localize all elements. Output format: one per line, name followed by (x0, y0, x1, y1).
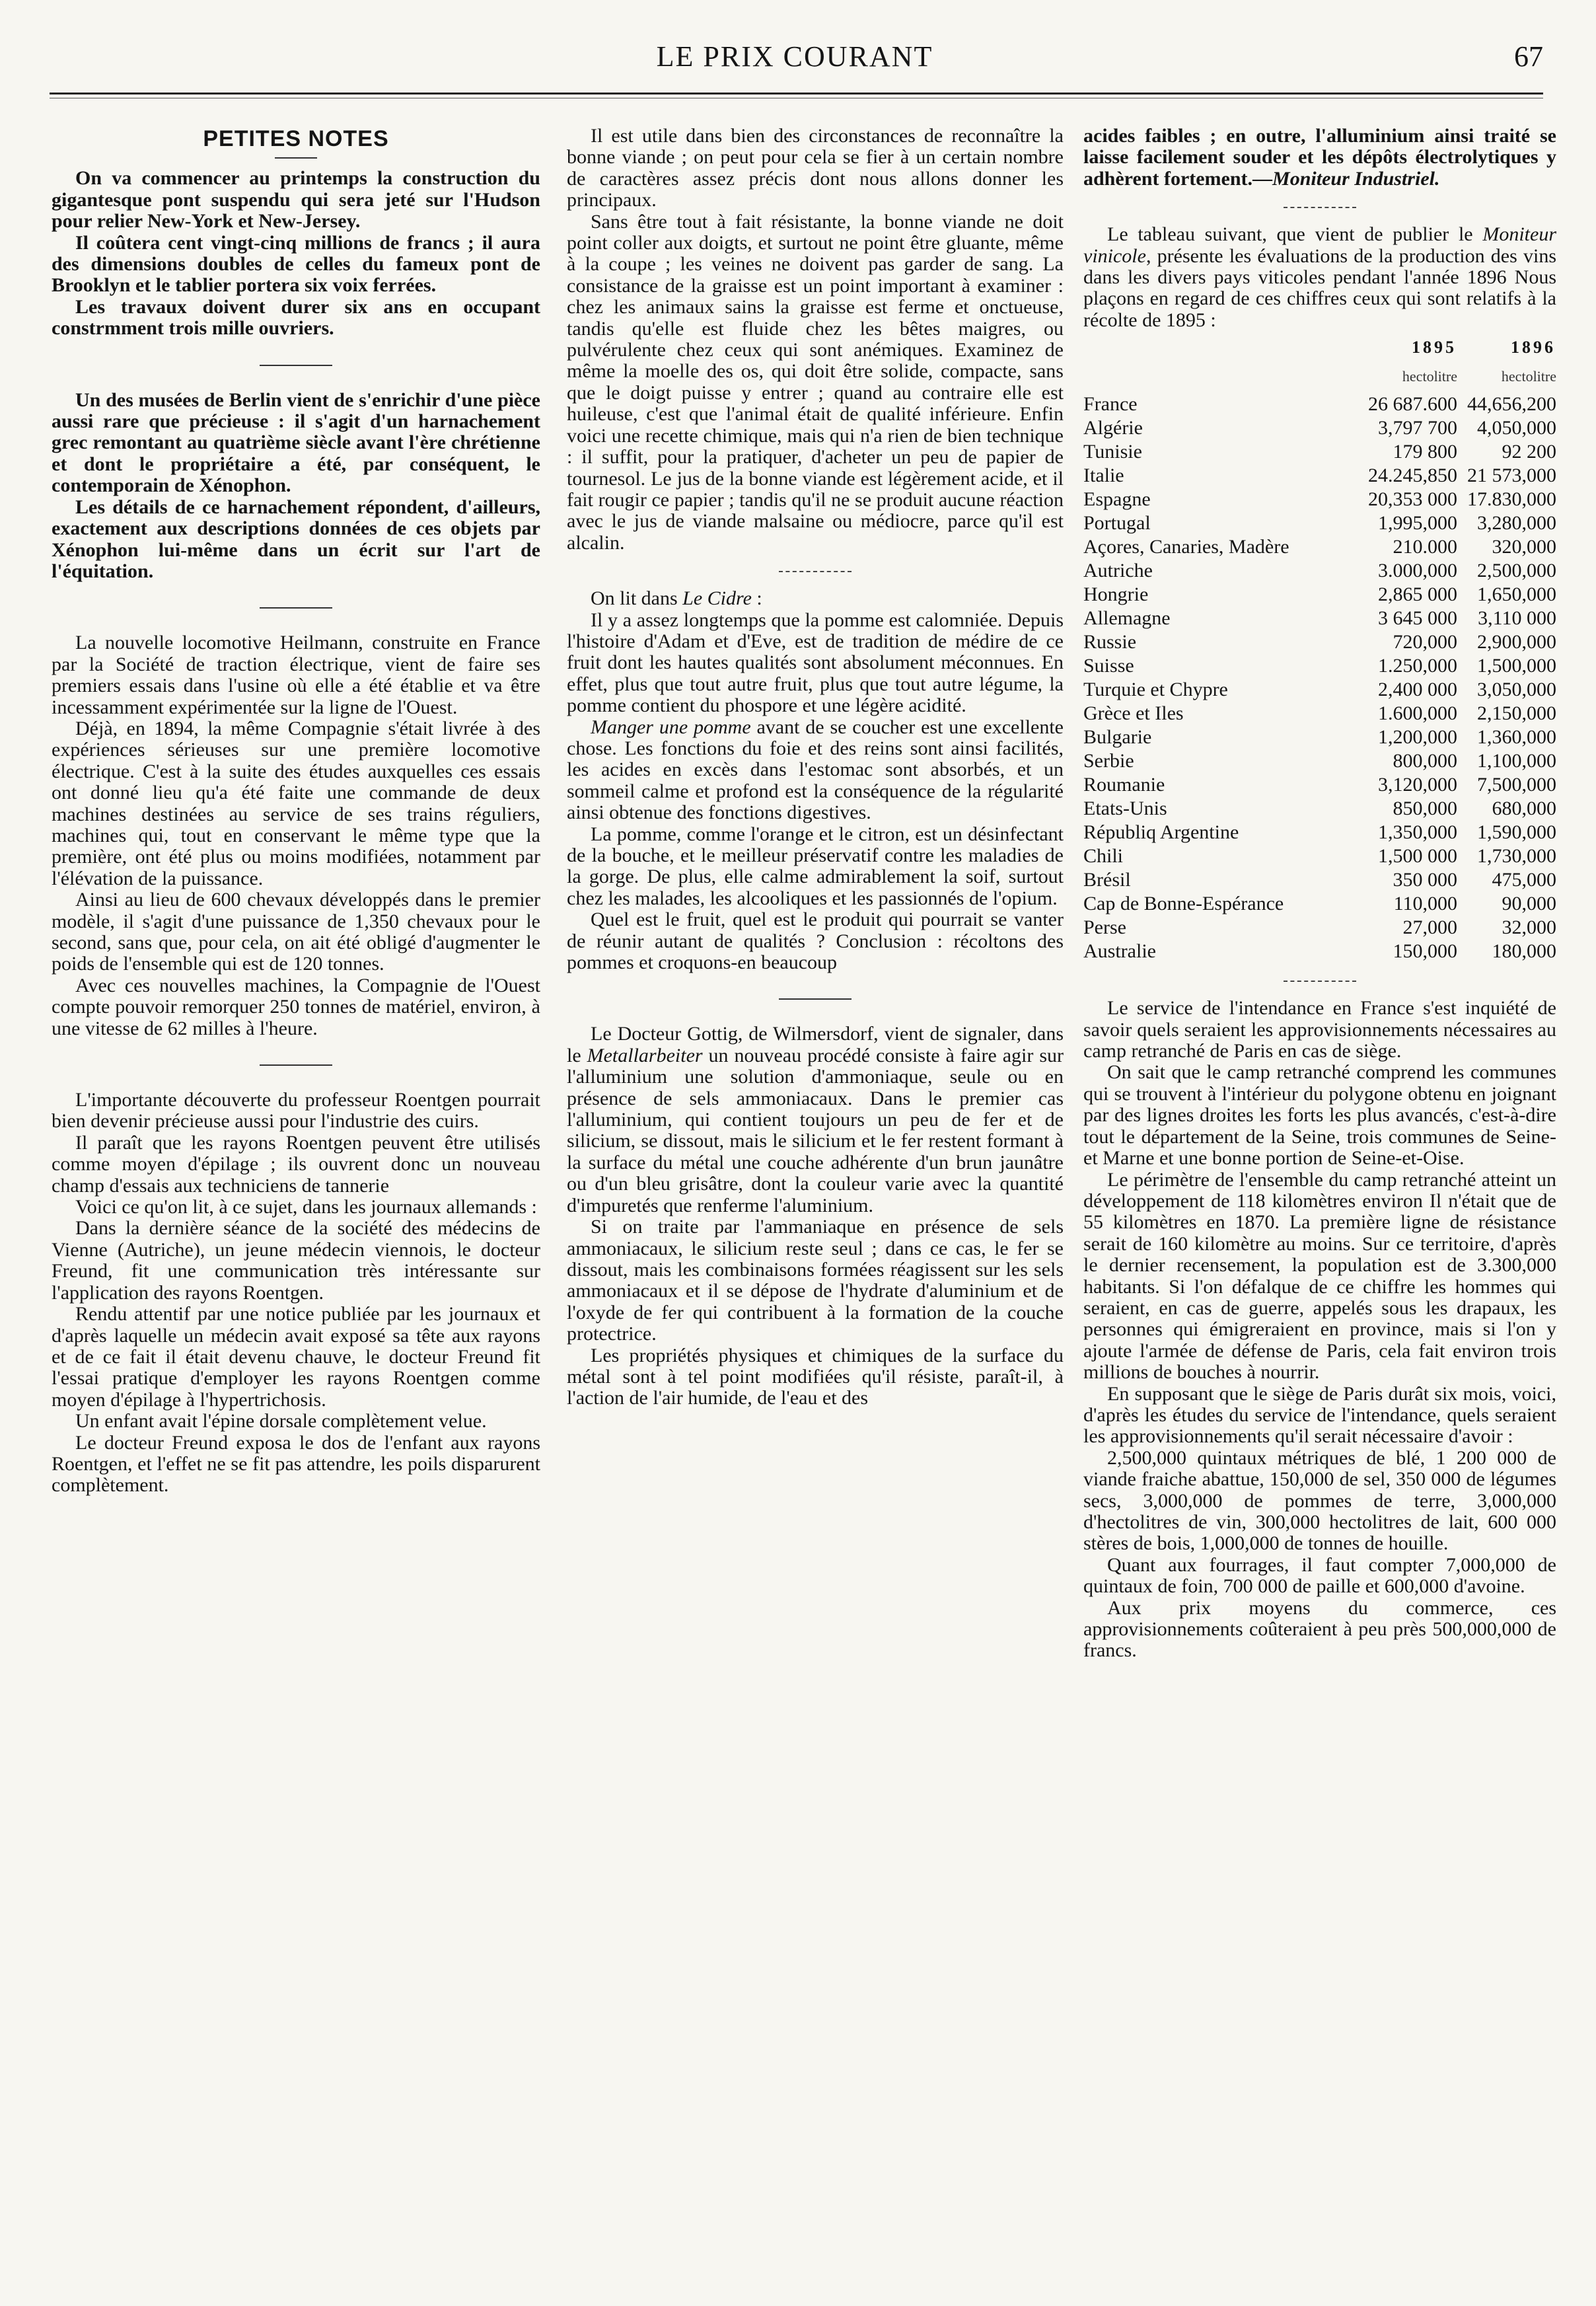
source-title: Le Cidre (682, 587, 752, 610)
value-1896-cell: 3,110 000 (1478, 607, 1556, 630)
value-1896-cell: 90,000 (1502, 893, 1556, 915)
article-paragraph (567, 1023, 1064, 1216)
value-1896-cell: 2,150,000 (1477, 702, 1556, 725)
source-title: Metallarbeiter (587, 1044, 703, 1066)
article-paragraph: Le service de l'intendance en France s'est inquiété de savoir quels seraient les approvisionnements nécessaires au camp retranché de Paris en cas de siège. (1083, 997, 1556, 1062)
value-1895-cell: 3,120,000 (1378, 774, 1457, 796)
table-row (1083, 654, 1556, 678)
article-paragraph: Si on traite par l'ammaniaque en présence de sels ammoniacaux, le silicium reste seul ; dans ce cas, le fer se dissout, mais les combinaisons formées réagissent sur les sels ammoniacaux et il se dépose de l'hydrate d'aluminium et de l'oxyde de fer qui contribuent à la formation de la couche protectrice. (567, 1216, 1064, 1345)
country-cell: Cap de Bonne-Espérance (1083, 893, 1284, 915)
intro-colon: : (751, 587, 762, 610)
year-column-header: 1895 (1412, 338, 1457, 357)
article-paragraph (1083, 224, 1556, 331)
country-cell: Etats-Unis (1083, 798, 1167, 820)
value-1896-cell: 3,050,000 (1477, 679, 1556, 701)
article-paragraph: Quant aux fourrages, il faut compter 7,000,000 de quintaux de foin, 700 000 de paille et 600,000 d'avoine. (1083, 1553, 1556, 1598)
article-paragraph: En supposant que le siège de Paris durât six mois, voici, d'après les études du service de l'intendance, quels seraient les approvisionnements qu'il serait nécessaire d'avoir : (1083, 1382, 1556, 1448)
value-1896-cell: 7,500,000 (1477, 774, 1556, 796)
country-cell: Brésil (1083, 869, 1131, 891)
country-cell: Autriche (1083, 560, 1153, 582)
value-1895-cell: 3 645 000 (1378, 607, 1457, 630)
value-1895-cell: 210.000 (1393, 536, 1457, 558)
value-1895-cell: 24.245,850 (1368, 465, 1457, 487)
article-paragraph (567, 717, 1064, 824)
source-title: Moniteur vinicole (1083, 223, 1556, 267)
unit-label: hectolitre (1501, 368, 1556, 385)
table-row (1083, 583, 1556, 607)
country-cell: Chili (1083, 845, 1124, 868)
article-separator (779, 571, 852, 572)
table-row (1083, 725, 1556, 749)
article-paragraph: Les travaux doivent durer six ans en occupant constrmment trois mille ouvriers. (52, 295, 540, 340)
article-paragraph: Voici ce qu'on lit, à ce sujet, dans les journaux allemands : (75, 1196, 537, 1218)
article-paragraph: La pomme, comme l'orange et le citron, est un désinfectant de la bouche, et le meilleur préservatif contre les maladies de la gorge. De plus, elle calme admirablement la soif, surtout chez les malades, les alcooliques et les passionnés de l'opium. (567, 823, 1064, 909)
value-1896-cell: 680,000 (1492, 798, 1556, 820)
article-paragraph: La nouvelle locomotive Heilmann, construite en France par la Société de traction électrique, vient de faire ses premiers essais dans l'usine où elle a été établie et va être incessamment expérimentée sur la ligne de l'Ouest. (52, 632, 540, 718)
country-cell: Perse (1083, 916, 1126, 939)
value-1895-cell: 3,797 700 (1378, 417, 1457, 439)
value-1895-cell: 3.000,000 (1378, 560, 1457, 582)
article-paragraph: Le docteur Freund exposa le dos de l'enfant aux rayons Roentgen, et l'effet ne se fit pas attendre, les poils disparurent complètement. (52, 1431, 540, 1497)
article-paragraph: Il coûtera cent vingt-cinq millions de francs ; il aura des dimensions doubles de celles du fameux pont de Brooklyn et le tablier portera six voix ferrées. (52, 231, 540, 297)
value-1895-cell: 1,350,000 (1378, 821, 1457, 844)
table-row (1083, 868, 1556, 892)
country-cell: Açores, Canaries, Madère (1083, 536, 1289, 558)
header-rule (50, 93, 1543, 98)
country-cell: Algérie (1083, 417, 1143, 439)
article-paragraph: 2,500,000 quintaux métriques de blé, 1 200 000 de viande fraiche abattue, 150,000 de sel, 350 000 de légumes secs, 3,000,000 de pommes de terre, 3,000,000 d'hectolitres de vin, 300,000 hectolitres de lait, 600 000 stères de bois, 1,000,000 de tonnes de houille. (1083, 1446, 1556, 1555)
column-right (1083, 126, 1556, 1662)
table-row (1083, 535, 1556, 559)
value-1895-cell: 1,995,000 (1378, 512, 1457, 535)
value-1896-cell: 1,500,000 (1477, 655, 1556, 677)
table-row (1083, 749, 1556, 773)
table-row (1083, 821, 1556, 844)
value-1895-cell: 2,865 000 (1378, 583, 1457, 606)
running-head (46, 40, 1543, 86)
table-row (1083, 773, 1556, 797)
country-cell: Portugal (1083, 512, 1151, 535)
publication-title: LE PRIX COURANT (656, 40, 933, 73)
value-1896-cell: 1,650,000 (1477, 583, 1556, 606)
table-row (1083, 678, 1556, 702)
country-cell: Italie (1083, 465, 1124, 487)
table-body (1083, 392, 1556, 963)
value-1896-cell: 21 573,000 (1467, 465, 1556, 487)
column-left (52, 126, 540, 1497)
country-cell: Espagne (1083, 488, 1151, 511)
article-paragraph: Dans la dernière séance de la société des médecins de Vienne (Autriche), un jeune médecin viennois, le docteur Freund, fit une communication très intéressante sur l'application des rayons Roentgen. (52, 1217, 540, 1304)
unit-spacer (1083, 365, 1358, 392)
article-separator (779, 998, 852, 1000)
article-paragraph: Sans être tout à fait résistante, la bonne viande ne doit point coller aux doigts, et surtout ne point être gluante, même à la coupe ; les veines ne doivent pas garder de sang. La consistance de la graisse est un point important à examiner : chez les animaux sains la graisse est ferme et onctueuse, tandis qu'elle est fluide chez les bêtes maigres, ou pulvérulente chez ceux qui sont anémiques. Examinez de même la moelle des os, qui doit être solide, compacte, sans que le doigt puisse y entrer ; quand au contraire elle est huileuse, c'est que l'animal était de qualité inférieure. Enfin voici une recette chimique, mais qui n'a rien de bien technique : il suffit, pour la pratiquer, d'acheter un peu de papier de tournesol. Le jus de la bonne viande est légèrement acide, et il fait rougir ce papier ; tandis qu'il ne se produit aucune réaction avec le jus de viande malsaine ou médiocre, parce qu'il est alcalin. (567, 210, 1064, 554)
emphasis-text: Manger une pomme (591, 716, 751, 738)
article-paragraph: Déjà, en 1894, la même Compagnie s'était livrée à des expériences sérieuses sur une première locomotive électrique. C'est à la suite des études auxquelles ces essais ont donné lieu qu'a été faite une commande de deux machines destinées au service de ses trains réguliers, machines qui, tout en conservant le même type que la première, ont été plus ou moins modifiées, notamment par l'élévation de la puissance. (52, 717, 540, 889)
value-1896-cell: 1,100,000 (1477, 750, 1556, 772)
country-column-header (1083, 335, 1358, 365)
article-paragraph: Ainsi au lieu de 600 chevaux développés dans le premier modèle, il s'agit d'une puissance de 1,350 chevaux pour le second, sans que, pour cela, on ait été obligé d'augmenter le poids de l'ensemble qui est de 120 tonnes. (52, 889, 540, 975)
value-1896-cell: 320,000 (1492, 536, 1556, 558)
value-1896-cell: 1,360,000 (1477, 726, 1556, 749)
wine-production-table (1083, 335, 1556, 963)
country-cell: Suisse (1083, 655, 1134, 677)
country-cell: Serbie (1083, 750, 1134, 772)
article-paragraph: On sait que le camp retranché comprend les communes qui se trouvent à l'intérieur du polygone obtenu en joignant par des lignes droites les forts les plus avancés, c'est-à-dire tout le département de la Seine, trois communes de Seine-et Marne et une bonne portion de Seine-et-Oise. (1083, 1061, 1556, 1170)
article-paragraph: Aux prix moyens du commerce, ces approvisionnements coûteraient à peu près 500,000,000 de francs. (1083, 1596, 1556, 1662)
value-1895-cell: 2,400 000 (1378, 679, 1457, 701)
table-row (1083, 464, 1556, 488)
paragraph-text: Le Docteur Gottig, de Wilmersdorf, vient de signaler, dans le (567, 1023, 1064, 1066)
value-1895-cell: 720,000 (1393, 631, 1457, 653)
article-paragraph: Les détails de ce harnachement répondent, d'ailleurs, exactement aux descriptions données de ces objets par Xénophon lui-même dans un écrit sur l'art de l'équitation. (52, 496, 540, 582)
country-cell: Turquie et Chypre (1083, 679, 1228, 701)
value-1896-cell: 44,656,200 (1467, 393, 1556, 416)
article-paragraph: Un des musées de Berlin vient de s'enrichir d'une pièce aussi rare que précieuse : il s'agit d'un harnachement grec remontant au quatrième siècle avant l'ère chrétienne et dont le propriétaire a été, par conséquent, le contemporain de Xénophon. (52, 389, 540, 497)
value-1895-cell: 179 800 (1393, 441, 1457, 463)
article-paragraph: Avec ces nouvelles machines, la Compagnie de l'Ouest compte pouvoir remorquer 250 tonnes de matériel, environ, à une vitesse de 62 milles à l'heure. (52, 974, 540, 1039)
unit-label: hectolitre (1402, 368, 1457, 385)
title-rule (275, 157, 317, 159)
paragraph-text: , présente les évaluations de la production des vins dans les divers pays viticoles pendant l'année 1896 Nous plaçons en regard de ces chiffres ceux qui sont relatifs à la récolte de 1895 : (1083, 244, 1556, 331)
article-paragraph: Quel est le fruit, quel est le produit qui pourrait se vanter de réunir autant de qualités ? Conclusion : récoltons des pommes et croquons-en beaucoup (567, 909, 1064, 974)
paragraph-text: avant de se coucher est une excellente chose. Les fonctions du foie et des reins sont ainsi facilités, les acides en excès dans l'estomac sont absorbés, et un sommeil calme et profond est la conséquence de la régularité ainsi obtenue des fonctions digestives. (567, 716, 1064, 824)
value-1895-cell: 1,200,000 (1378, 726, 1457, 749)
table-row (1083, 488, 1556, 511)
value-1895-cell: 800,000 (1393, 750, 1457, 772)
country-cell: Allemagne (1083, 607, 1171, 630)
paragraph-text: un nouveau procédé consiste à faire agir sur l'alluminium une solution d'ammoniaque, seule ou en présence de sels ammoniacaux. Dans le premier cas l'alluminium, qui contient toujours un peu de fer et de silicium, se dissout, mais le silicium et le fer restent formant à la surface du métal une couche adhérente d'un brun jaunâtre ou d'un bleu grisâtre, dont la couleur varie avec la quantité d'impuretés que renferme l'aluminium. (567, 1044, 1064, 1216)
value-1895-cell: 850,000 (1393, 798, 1457, 820)
article-separator (1284, 981, 1356, 982)
table-row (1083, 559, 1556, 583)
table-row (1083, 416, 1556, 440)
page-number: 67 (1514, 40, 1543, 73)
value-1895-cell: 1.600,000 (1378, 702, 1457, 725)
article-paragraph: Le périmètre de l'ensemble du camp retranché atteint un développement de 118 kilomètres environ Il n'était que de 55 kilomètres en 1870. La première ligne de résistance serait de 160 kilomètre au moins. Sur ce territoire, d'après le dernier recensement, la population est de 3.300,000 habitants. Si l'on défalque de ce chiffre les hommes qui seraient, en cas de guerre, appelés sous les drapaux, les personnes qui émigreraient en province, mais si l'on y ajoute l'armée de défense de Paris, cela fait environ trois millions de bouches à nourrir. (1083, 1168, 1556, 1384)
article-separator (260, 365, 332, 366)
country-cell: Russie (1083, 631, 1137, 653)
article-separator (260, 1064, 332, 1066)
section-title: PETITES NOTES (203, 126, 389, 151)
table-row (1083, 892, 1556, 916)
value-1895-cell: 150,000 (1393, 940, 1457, 963)
year-column-header: 1896 (1511, 338, 1556, 357)
table-row (1083, 607, 1556, 630)
country-cell: Roumanie (1083, 774, 1165, 796)
country-cell: Républiq Argentine (1083, 821, 1239, 844)
value-1895-cell: 26 687.600 (1368, 393, 1457, 416)
article-separator (260, 607, 332, 609)
source-title: Moniteur Industriel. (1272, 167, 1440, 190)
table-row (1083, 916, 1556, 940)
article-paragraph: On va commencer au printemps la construction du gigantesque pont suspendu qui sera jeté sur l'Hudson pour relier New-York et New-Jersey. (52, 167, 540, 233)
value-1895-cell: 1,500 000 (1378, 845, 1457, 868)
article-paragraph: Il est utile dans bien des circonstances de reconnaître la bonne viande ; on peut pour cela se fier à un certain nombre de caractères assez précis dont nous allons donner les principaux. (567, 125, 1064, 211)
table-row (1083, 702, 1556, 725)
value-1895-cell: 350 000 (1393, 869, 1457, 891)
table-row (1083, 511, 1556, 535)
article-paragraph: Il y a assez longtemps que la pomme est calomniée. Depuis l'histoire d'Adam et d'Eve, est de tradition de médire de ce fruit dont les hautes qualités sont absolument méconnues. En effet, plus que tout autre fruit, plus que tout autre légume, la pomme contient du phospore et une légère acidité. (567, 609, 1064, 717)
value-1896-cell: 1,590,000 (1477, 821, 1556, 844)
country-cell: Hongrie (1083, 583, 1149, 606)
paragraph-text: Le tableau suivant, que vient de publier le (1107, 223, 1483, 246)
article-paragraph: Rendu attentif par une notice publiée par les journaux et d'après laquelle un médecin avait exposé sa tête aux rayons et de ce fait il était devenu chauve, le docteur Freund fit l'essai pratique d'employer les rayons Roentgen comme moyen d'épilage à l'hypertrichosis. (52, 1303, 540, 1411)
value-1896-cell: 92 200 (1502, 441, 1556, 463)
table-row (1083, 844, 1556, 868)
intro-text: On lit dans (591, 587, 683, 610)
table-row (1083, 797, 1556, 821)
article-separator (1284, 207, 1356, 208)
article-paragraph: Les propriétés physiques et chimiques de la surface du métal sont à tel point modifiées qu'il résiste, paraît-il, à l'action de l'air humide, de l'eau et des (567, 1344, 1064, 1409)
column-middle (567, 126, 1064, 1409)
article-paragraph: Il paraît que les rayons Roentgen peuvent être utilisés comme moyen d'épilage ; ils ouvrent donc un nouveau champ d'essais aux techniciens de tannerie (52, 1131, 540, 1197)
article-paragraph (1083, 126, 1556, 190)
value-1896-cell: 180,000 (1492, 940, 1556, 963)
country-cell: Bulgarie (1083, 726, 1152, 749)
article-paragraph: Un enfant avait l'épine dorsale complètement velue. (75, 1410, 487, 1432)
value-1895-cell: 110,000 (1393, 893, 1457, 915)
country-cell: Grèce et Iles (1083, 702, 1184, 725)
value-1895-cell: 20,353 000 (1368, 488, 1457, 511)
table-row (1083, 440, 1556, 464)
paragraph-text: acides faibles ; en outre, l'alluminium ainsi traité se laisse facilement souder et les dépôts électrolytiques y adhèrent fortement.— (1083, 125, 1556, 190)
value-1896-cell: 475,000 (1492, 869, 1556, 891)
value-1896-cell: 4,050,000 (1477, 417, 1556, 439)
country-cell: Australie (1083, 940, 1156, 963)
value-1896-cell: 1,730,000 (1477, 845, 1556, 868)
country-cell: Tunisie (1083, 441, 1142, 463)
value-1896-cell: 3,280,000 (1477, 512, 1556, 535)
value-1896-cell: 17.830,000 (1467, 488, 1556, 511)
country-cell: France (1083, 393, 1138, 416)
table-row (1083, 392, 1556, 416)
value-1896-cell: 2,500,000 (1477, 560, 1556, 582)
value-1896-cell: 32,000 (1502, 916, 1556, 939)
article-paragraph: L'importante découverte du professeur Roentgen pourrait bien devenir précieuse aussi pour l'industrie des cuirs. (52, 1089, 540, 1133)
value-1895-cell: 27,000 (1402, 916, 1457, 939)
value-1896-cell: 2,900,000 (1477, 631, 1556, 653)
table-row (1083, 940, 1556, 963)
value-1895-cell: 1.250,000 (1378, 655, 1457, 677)
table-row (1083, 630, 1556, 654)
article-intro (567, 588, 1064, 609)
